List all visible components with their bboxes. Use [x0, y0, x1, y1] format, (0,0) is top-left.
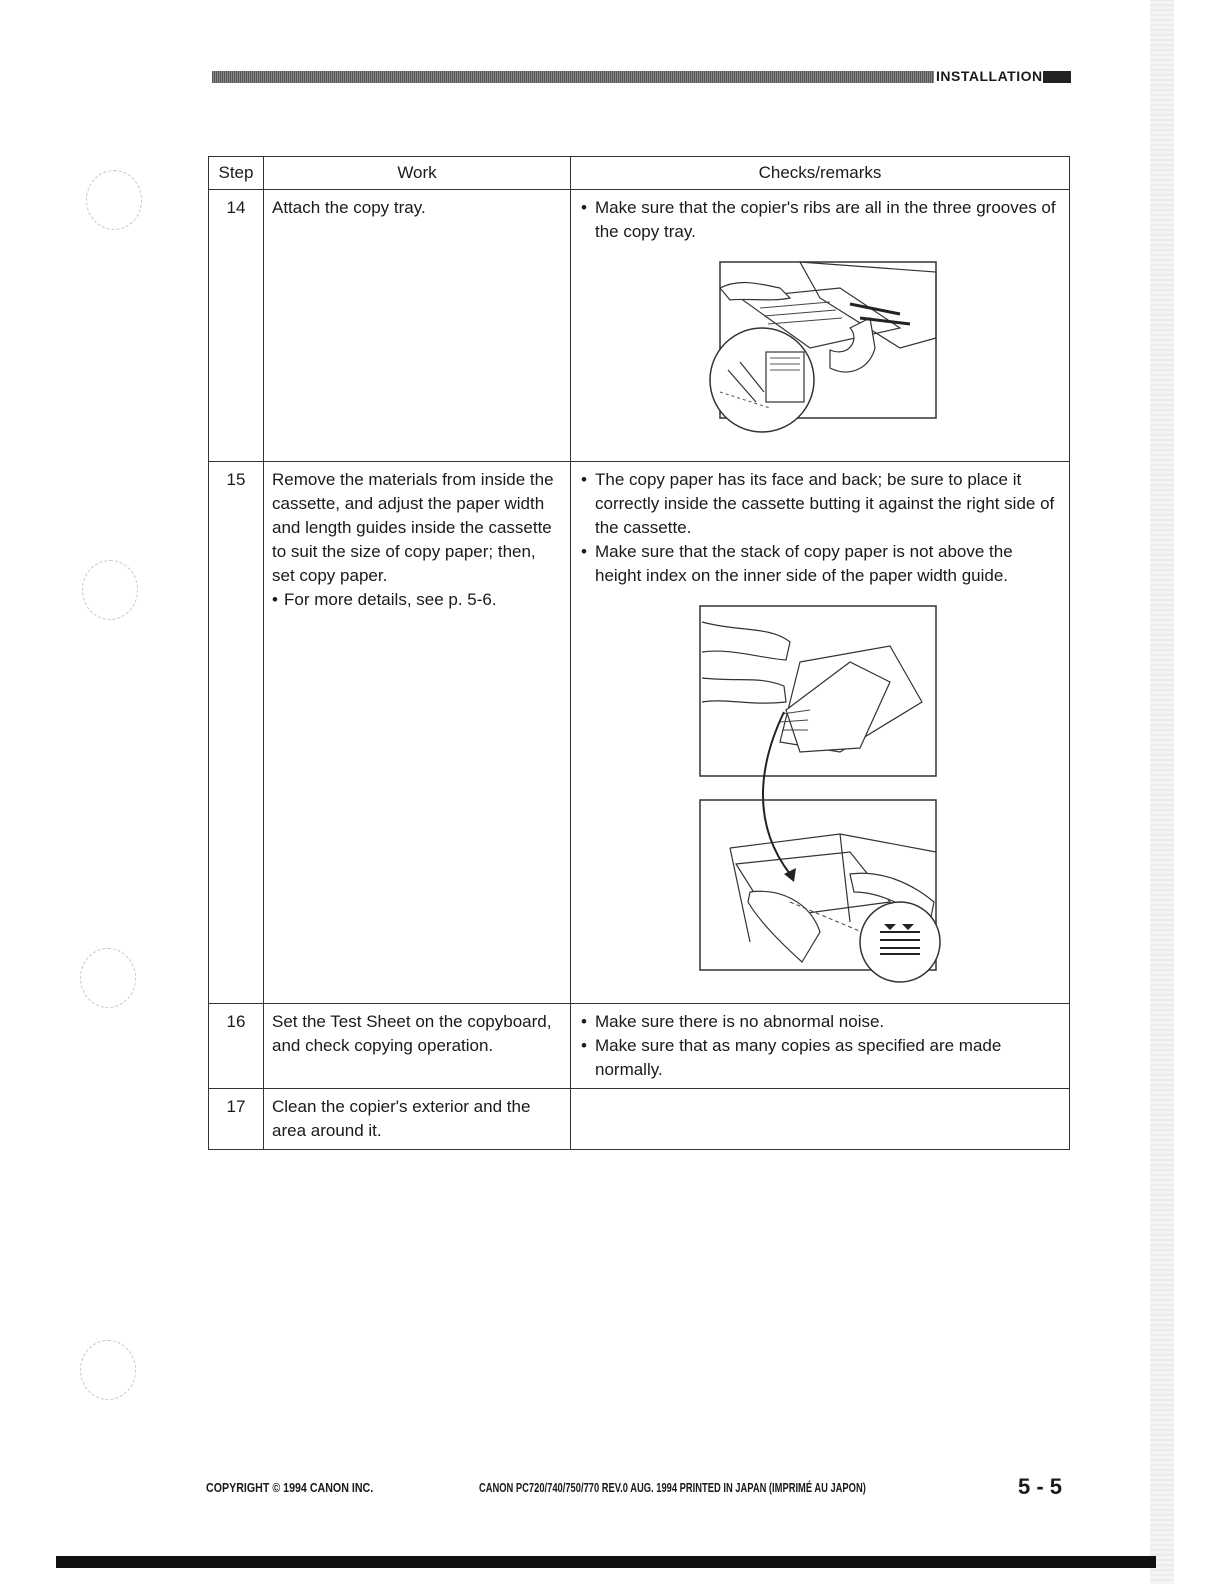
- step-number: 15: [209, 462, 264, 1004]
- work-note: • For more details, see p. 5-6.: [272, 588, 562, 612]
- checks-list: [579, 196, 1061, 244]
- footer-model-info: CANON PC720/740/750/770 REV.0 AUG. 1994 PRINTED IN JAPAN (IMPRIMÉ AU JAPON): [479, 1480, 866, 1495]
- table-row: [209, 1004, 1070, 1089]
- step-number: 14: [209, 190, 264, 462]
- page-number: 5 - 5: [1018, 1474, 1063, 1499]
- header-step: Step: [209, 157, 264, 190]
- work-text: Set the Test Sheet on the copyboard, and check copying operation.: [264, 1004, 571, 1089]
- binder-hole: [80, 948, 136, 1008]
- table-header-row: [209, 157, 1070, 190]
- scan-edge: [1150, 0, 1174, 1584]
- check-item: • Make sure there is no abnormal noise.: [579, 1010, 1061, 1034]
- installation-steps-table: [208, 156, 1070, 1150]
- header-rule-end: [1043, 71, 1071, 83]
- section-title: INSTALLATION: [936, 68, 1043, 84]
- work-text: Remove the materials from inside the cassette, and adjust the paper width and length guides inside the cassette to suit the size of copy paper; then, set copy paper.: [272, 470, 554, 585]
- work-text: Clean the copier's exterior and the area around it.: [264, 1089, 571, 1150]
- header-work: Work: [264, 157, 571, 190]
- step-number: 17: [209, 1089, 264, 1150]
- copy-tray-illustration: [700, 258, 940, 434]
- binder-hole: [80, 1340, 136, 1400]
- checks-cell: [571, 1004, 1070, 1089]
- cassette-paper-illustration: [690, 602, 950, 986]
- work-cell: [264, 462, 571, 1004]
- footer-copyright: COPYRIGHT © 1994 CANON INC.: [206, 1480, 374, 1495]
- header-rule: [212, 71, 934, 83]
- work-text: Attach the copy tray.: [264, 190, 571, 462]
- check-item: • Make sure that the stack of copy paper is not above the height index on the inner side of the paper width guide.: [579, 540, 1061, 588]
- checks-cell: [571, 462, 1070, 1004]
- header-checks: Checks/remarks: [571, 157, 1070, 190]
- table-row: [209, 462, 1070, 1004]
- check-item: • Make sure that the copier's ribs are all in the three grooves of the copy tray.: [579, 196, 1061, 244]
- step-number: 16: [209, 1004, 264, 1089]
- checks-list: [579, 1010, 1061, 1082]
- checks-cell-empty: [571, 1089, 1070, 1150]
- binder-hole: [82, 560, 138, 620]
- bottom-scan-bar: [56, 1556, 1156, 1568]
- check-item: • Make sure that as many copies as specified are made normally.: [579, 1034, 1061, 1082]
- checks-cell: [571, 190, 1070, 462]
- check-item: • The copy paper has its face and back; be sure to place it correctly inside the cassette butting it against the right side of the cassette.: [579, 468, 1061, 540]
- table-row: [209, 1089, 1070, 1150]
- table-row: [209, 190, 1070, 462]
- checks-list: [579, 468, 1061, 588]
- binder-hole: [86, 170, 142, 230]
